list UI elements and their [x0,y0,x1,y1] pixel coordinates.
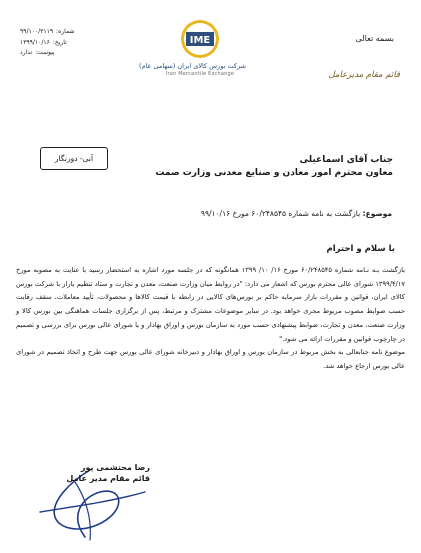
meta-date-label: تاریخ: [52,38,67,46]
company-logo [138,18,246,94]
meta-number-label: شماره: [56,28,75,35]
company-name-fa: شرکت بورس کالای ایران (سهامی عام) [138,62,246,70]
addressee-name: جناب آقای اسماعیلی [299,155,393,165]
urgent-fax-stamp: آنی- دورنگار [40,147,108,170]
bismillah-heading: بسمه تعالی [355,34,394,43]
meta-number-row [20,27,94,38]
signatory-name: رضا محتشمی پور [80,463,150,472]
company-name-en: Iran Mercantile Exchange [165,71,235,77]
meta-attachment-row [20,48,94,59]
meta-date-value: ۱۳۹۹/۱۰/۱۶ [20,38,50,46]
subject-text: بازگشت به نامه شماره ۶۰/۲۴۸۵۴۵ مورخ ۹۹/۱۰/۱۶ [200,209,361,218]
greeting: با سلام و احترام [326,244,395,254]
meta-attachment-value: ندارد [20,49,33,56]
subject-line [201,209,392,218]
body-paragraph-2: موضوع نامه جنابعالی به بخش مربوط در سازمان بورس و اوراق بهادار و دبیرخانه شورای عالی بورس جهت طرح و اتخاذ تصمیم در شورای عالی بورس ارجاع خواهد شد. [16,348,405,370]
meta-date-row [20,38,94,49]
letterhead-tagline: قائم مقام مدیرعامل [328,70,400,80]
ime-emblem-icon [178,18,222,60]
body-paragraph-1: بازگشت بـه نـامه شماره ۶۰/۲۴۸۵۴۵ مورخ ۱۶/ ۱۰/ ۱۳۹۹ همانگونه که در جلسه مورد اشاره به استحضار رسید با عنایت به مصوبه مورخ ۱۳۹۹/۴/۱۷ شورای عالی محترم بورس که اشعار می دارد: "در روابط میان وزارت صنعت، معدن و تجارت و ستاد تنظیم بازار با شرکت بورس کالای ایران، قوانین و مقررات بازار سرمایه حاکم بر بورس‌های کالایی در رابطه با قیمت کالاها و محصولات، تأیید معاملات، سقف رقابت حسب ضوابط مصوب مربوط مجری خواهد بود. در سایر موضوعات مشترک و مرتبط، پس از برگزاری جلسات هماهنگی بین بورس کالا و وزارت صنعت، معدن و تجارت، ضوابط پیشنهادی حسب مورد به سازمان بورس و اوراق بهادار و یا شورای عالی بورس برای بررسی و تصمیم در چارچوب قوانین و مقررات ارائه می شود." [16,266,405,343]
meta-attachment-label: پیوست: [35,49,55,56]
letter-body [16,264,405,374]
logo-text: IME [189,35,211,46]
addressee-title: معاون محترم امور معادن و صنایع معدنی وزارت صمت [155,168,393,178]
meta-number-value: ۹۹/۱۰۰/۳۱۱۹ [20,28,54,35]
subject-label: موضوع: [362,209,392,218]
signatory-role: قائم مقام مدیر عامل [66,474,150,483]
letter-meta [20,27,94,59]
